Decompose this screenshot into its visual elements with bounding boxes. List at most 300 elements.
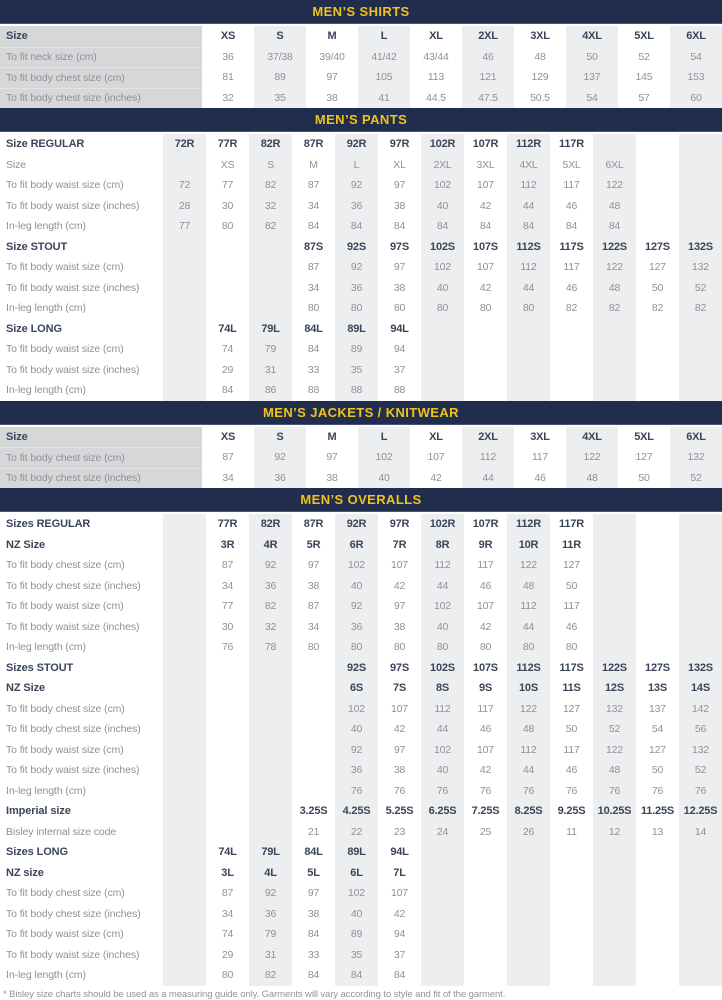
table-row [0,216,722,237]
size-code-cell: 112R [507,514,550,535]
empty-cell [507,319,550,340]
size-value-cell: 94 [393,343,406,356]
size-value-cell: 92 [335,257,378,278]
empty-cell [636,216,679,237]
empty-cell [593,360,636,381]
size-code-cell: 94L [390,322,409,335]
table-row [0,863,722,884]
empty-cell [206,801,249,822]
size-value-cell: 52 [593,719,636,740]
size-value-cell: 112 [507,175,550,196]
row-label: To fit body waist size (cm) [6,343,124,356]
row-label: To fit body waist size (inches) [6,199,140,212]
size-value-cell: 34 [222,471,234,484]
empty-cell [292,781,335,802]
size-code-cell: 4L [249,863,292,884]
table-row [0,924,722,945]
size-value-cell: 48 [507,576,550,597]
table-row [0,175,722,196]
size-value-cell: 42 [479,281,492,294]
empty-cell [249,298,292,319]
size-code-cell: 10R [507,535,550,556]
size-value-cell: 80 [421,637,464,658]
size-code-cell: 8.25S [507,801,550,822]
size-code-cell: 92S [335,658,378,679]
empty-cell [636,924,679,945]
size-code-cell: 4.25S [335,801,378,822]
empty-cell [679,555,722,576]
size-value-cell: 33 [307,363,320,376]
size-code-cell: 14S [679,678,722,699]
size-code-cell: 74L [218,322,237,335]
size-code-cell: 87S [304,240,323,253]
empty-cell [679,175,722,196]
size-value-cell: 80 [507,637,550,658]
size-value-cell: 127 [563,559,580,572]
row-label: In-leg length (cm) [6,969,86,982]
empty-cell [292,678,335,699]
empty-cell [679,863,722,884]
size-value-cell: 34 [307,620,320,633]
empty-cell [421,965,464,986]
table-row [0,801,722,822]
size-value-cell: 48 [534,50,546,63]
size-value-cell: 24 [421,822,464,843]
row-label: To fit body chest size (cm) [0,447,202,468]
size-value-cell: 112 [462,447,514,468]
empty-cell [679,155,722,176]
size-value-cell: 32 [222,91,234,104]
empty-cell [593,842,636,863]
empty-cell [464,380,507,401]
size-value-cell: 102 [335,555,378,576]
size-value-cell: 80 [479,302,492,315]
size-code-cell: 92R [335,134,378,155]
table-row [0,257,722,278]
size-value-cell: 28 [163,196,206,217]
empty-cell [593,514,636,535]
row-label: To fit body waist size (inches) [6,363,140,376]
size-value-cell: 38 [307,907,320,920]
size-value-cell: 13 [651,825,664,838]
table-row [0,427,722,448]
empty-cell [163,298,206,319]
size-code-cell: 112S [507,658,550,679]
size-value-cell: 122 [566,447,618,468]
empty-cell [636,196,679,217]
empty-cell [163,842,206,863]
size-value-cell: 31 [249,360,292,381]
empty-cell [163,535,206,556]
size-value-cell: 112 [507,257,550,278]
size-code-cell: 127S [645,240,670,253]
empty-cell [507,945,550,966]
size-code-cell: 6L [335,863,378,884]
table-row [0,740,722,761]
size-code-cell: 4XL [566,427,618,448]
empty-cell [507,924,550,945]
size-value-cell: 78 [249,637,292,658]
size-value-cell: 97 [326,451,338,464]
size-value-cell: 48 [593,760,636,781]
empty-cell [679,904,722,925]
empty-cell [163,155,206,176]
size-value-cell: 56 [679,719,722,740]
table-row [0,88,722,109]
table-row [0,360,722,381]
size-code-cell: 102S [421,237,464,258]
section-table-mens-pants [0,134,722,401]
size-code-cell: 8R [421,535,464,556]
size-value-cell: 122 [593,740,636,761]
empty-cell [292,760,335,781]
table-row [0,904,722,925]
size-code-cell: 89L [335,319,378,340]
size-value-cell: 92 [335,175,378,196]
size-value-cell: 21 [307,825,320,838]
empty-cell [163,863,206,884]
size-value-cell: 76 [393,784,406,797]
size-value-cell: 40 [335,904,378,925]
size-code-cell: L [358,26,410,47]
empty-cell [636,945,679,966]
size-code-cell: 5R [306,538,321,551]
empty-cell [421,883,464,904]
size-value-cell: 31 [249,945,292,966]
empty-cell [550,924,593,945]
row-label: To fit body chest size (cm) [6,702,125,715]
size-code-cell: 10S [507,678,550,699]
size-code-cell: 6XL [670,427,722,448]
table-row [0,535,722,556]
size-value-cell: 74 [221,928,234,941]
row-label: To fit body chest size (inches) [0,468,202,489]
size-code-cell: M [327,30,337,43]
empty-cell [507,965,550,986]
empty-cell [593,380,636,401]
size-value-cell: 80 [307,641,320,654]
empty-cell [679,196,722,217]
size-value-cell: 36 [335,617,378,638]
row-label: Size LONG [6,322,62,335]
size-value-cell: 89 [335,924,378,945]
empty-cell [206,740,249,761]
size-value-cell: 82 [593,298,636,319]
size-value-cell: 34 [221,907,234,920]
size-code-cell: S [254,427,306,448]
row-label: NZ Size [6,682,46,695]
empty-cell [679,380,722,401]
size-value-cell: 38 [393,199,406,212]
size-value-cell: 82 [249,216,292,237]
size-value-cell: 29 [221,948,234,961]
size-value-cell: 44 [421,576,464,597]
empty-cell [636,380,679,401]
row-label: To fit body waist size (cm) [6,179,124,192]
size-value-cell: 107 [391,887,408,900]
empty-cell [163,576,206,597]
empty-cell [507,883,550,904]
size-value-cell: 84 [421,216,464,237]
empty-cell [163,637,206,658]
empty-cell [163,319,206,340]
size-value-cell: 46 [565,764,578,777]
size-code-cell: 122S [593,658,636,679]
size-value-cell: 52 [679,278,722,299]
size-value-cell: 76 [335,781,378,802]
size-value-cell: 121 [462,67,514,88]
size-value-cell: 54 [670,47,722,68]
empty-cell [636,596,679,617]
table-row [0,719,722,740]
size-value-cell: XS [220,158,235,171]
size-value-cell: XL [393,158,406,171]
row-label: Size STOUT [6,240,68,253]
empty-cell [163,278,206,299]
size-value-cell: 23 [393,825,406,838]
empty-cell [163,617,206,638]
empty-cell [163,904,206,925]
empty-cell [636,555,679,576]
size-value-cell: 4XL [507,155,550,176]
empty-cell [550,842,593,863]
row-label: To fit body waist size (inches) [6,764,140,777]
empty-cell [464,883,507,904]
size-value-cell: S [249,155,292,176]
empty-cell [550,339,593,360]
empty-cell [636,175,679,196]
size-code-cell: 112R [507,134,550,155]
size-value-cell: 48 [593,278,636,299]
size-value-cell: 88 [335,380,378,401]
size-value-cell: 37 [393,948,406,961]
size-value-cell: 102 [421,175,464,196]
empty-cell [636,863,679,884]
size-value-cell: 42 [393,723,406,736]
size-value-cell: 82 [679,298,722,319]
size-value-cell: 97 [393,743,406,756]
row-label: Size [0,26,202,47]
row-label: Imperial size [6,805,71,818]
size-value-cell: 38 [326,91,338,104]
size-code-cell: 97S [390,661,409,674]
empty-cell [163,883,206,904]
size-value-cell: 34 [221,579,234,592]
size-code-cell: 8S [421,678,464,699]
empty-cell [292,740,335,761]
empty-cell [249,760,292,781]
row-label: To fit body chest size (inches) [0,88,202,109]
size-code-cell: 107R [472,138,499,151]
size-code-cell: XS [220,30,236,43]
size-value-cell: 107 [477,600,494,613]
row-label: Size [0,427,202,448]
size-value-cell: 84 [393,969,406,982]
empty-cell [550,883,593,904]
empty-cell [593,576,636,597]
empty-cell [593,319,636,340]
empty-cell [507,380,550,401]
row-label: To fit body chest size (cm) [0,67,202,88]
empty-cell [421,842,464,863]
empty-cell [593,596,636,617]
empty-cell [679,360,722,381]
row-label: To fit body chest size (inches) [6,907,141,920]
row-label: Size REGULAR [6,138,85,151]
size-value-cell: 34 [307,199,320,212]
size-value-cell: 132 [670,447,722,468]
empty-cell [464,360,507,381]
size-value-cell: 44.5 [426,91,446,104]
size-value-cell: 32 [249,196,292,217]
size-value-cell: 54 [566,88,618,109]
empty-cell [206,237,249,258]
size-value-cell: 82 [249,596,292,617]
empty-cell [679,216,722,237]
empty-cell [421,904,464,925]
size-value-cell: 44 [507,760,550,781]
size-code-cell: 11S [562,682,581,695]
size-code-cell: 9.25S [557,805,586,818]
size-value-cell: 46 [479,579,492,592]
size-code-cell: 97S [390,240,409,253]
size-value-cell: 127 [649,261,666,274]
size-code-cell: 102R [421,134,464,155]
size-value-cell: 112 [421,699,464,720]
empty-cell [636,965,679,986]
size-value-cell: 142 [679,699,722,720]
size-value-cell: 46 [565,199,578,212]
size-code-cell: 6XL [670,26,722,47]
size-value-cell: 46 [462,47,514,68]
size-value-cell: 122 [507,699,550,720]
size-value-cell: 89 [254,67,306,88]
size-value-cell: 37 [393,363,406,376]
size-value-cell: 36 [249,904,292,925]
size-value-cell: 102 [335,883,378,904]
size-value-cell: 117 [563,600,580,613]
size-code-cell: 9R [478,538,493,551]
row-label: To fit body waist size (inches) [6,948,140,961]
empty-cell [636,134,679,155]
size-code-cell: 84L [304,846,323,859]
size-value-cell: 52 [638,50,650,63]
empty-cell [464,319,507,340]
size-value-cell: 30 [221,199,234,212]
size-value-cell: 33 [307,948,320,961]
row-label: To fit body waist size (cm) [6,600,124,613]
size-code-cell: 72R [163,134,206,155]
empty-cell [679,842,722,863]
size-value-cell: 52 [670,468,722,489]
size-code-cell: 77R [217,518,238,531]
empty-cell [206,822,249,843]
size-value-cell: 112 [507,596,550,617]
empty-cell [507,360,550,381]
section-table-mens-shirts [0,26,722,108]
row-label: In-leg length (cm) [6,641,86,654]
empty-cell [163,699,206,720]
empty-cell [636,883,679,904]
size-value-cell: 72 [163,175,206,196]
size-value-cell: 46 [479,723,492,736]
size-code-cell: 12S [593,678,636,699]
empty-cell [163,360,206,381]
size-value-cell: 87 [307,179,320,192]
table-row [0,67,722,88]
size-code-cell: 89L [335,842,378,863]
size-value-cell: 117 [531,451,549,464]
size-value-cell: 92 [254,447,306,468]
empty-cell [464,863,507,884]
empty-cell [206,781,249,802]
empty-cell [679,339,722,360]
size-value-cell: 26 [507,822,550,843]
size-value-cell: 92 [249,883,292,904]
row-label: To fit body waist size (cm) [6,928,124,941]
empty-cell [593,904,636,925]
size-value-cell: 38 [307,579,320,592]
size-code-cell: 6R [335,535,378,556]
size-value-cell: 44 [421,719,464,740]
size-value-cell: 25 [479,825,492,838]
row-label: To fit body waist size (inches) [6,281,140,294]
empty-cell [163,801,206,822]
size-value-cell: 145 [635,71,653,84]
empty-cell [507,339,550,360]
section-header-mens-overalls: MEN’S OVERALLS [0,488,722,512]
empty-cell [163,555,206,576]
empty-cell [679,514,722,535]
empty-cell [593,945,636,966]
size-value-cell: 94 [393,928,406,941]
size-value-cell: 50 [651,764,664,777]
size-code-cell: 11.25S [640,805,675,818]
size-value-cell: 117 [563,179,580,192]
section-table-mens-jackets-knitwear [0,427,722,489]
empty-cell [206,658,249,679]
row-label: To fit body chest size (inches) [6,723,141,736]
empty-cell [249,699,292,720]
empty-cell [206,298,249,319]
size-value-cell: 132 [593,699,636,720]
size-value-cell: 42 [479,764,492,777]
size-value-cell: 132 [679,740,722,761]
size-value-cell: 36 [335,196,378,217]
empty-cell [249,740,292,761]
size-value-cell: 35 [254,88,306,109]
empty-cell [249,658,292,679]
empty-cell [421,863,464,884]
size-value-cell: 82 [651,302,664,315]
size-value-cell: 38 [393,620,406,633]
size-value-cell: 117 [477,702,494,715]
size-value-cell: 40 [421,760,464,781]
size-value-cell: 127 [635,451,653,464]
empty-cell [163,380,206,401]
size-value-cell: 84 [507,216,550,237]
empty-cell [679,637,722,658]
row-label: In-leg length (cm) [6,784,86,797]
size-value-cell: 102 [421,740,464,761]
row-label: Size [6,158,27,171]
size-value-cell: 40 [335,576,378,597]
size-code-cell: 92R [335,514,378,535]
size-value-cell: 80 [393,302,406,315]
size-code-cell: 117R [559,138,584,151]
size-value-cell: 102 [421,257,464,278]
size-value-cell: 44 [462,468,514,489]
